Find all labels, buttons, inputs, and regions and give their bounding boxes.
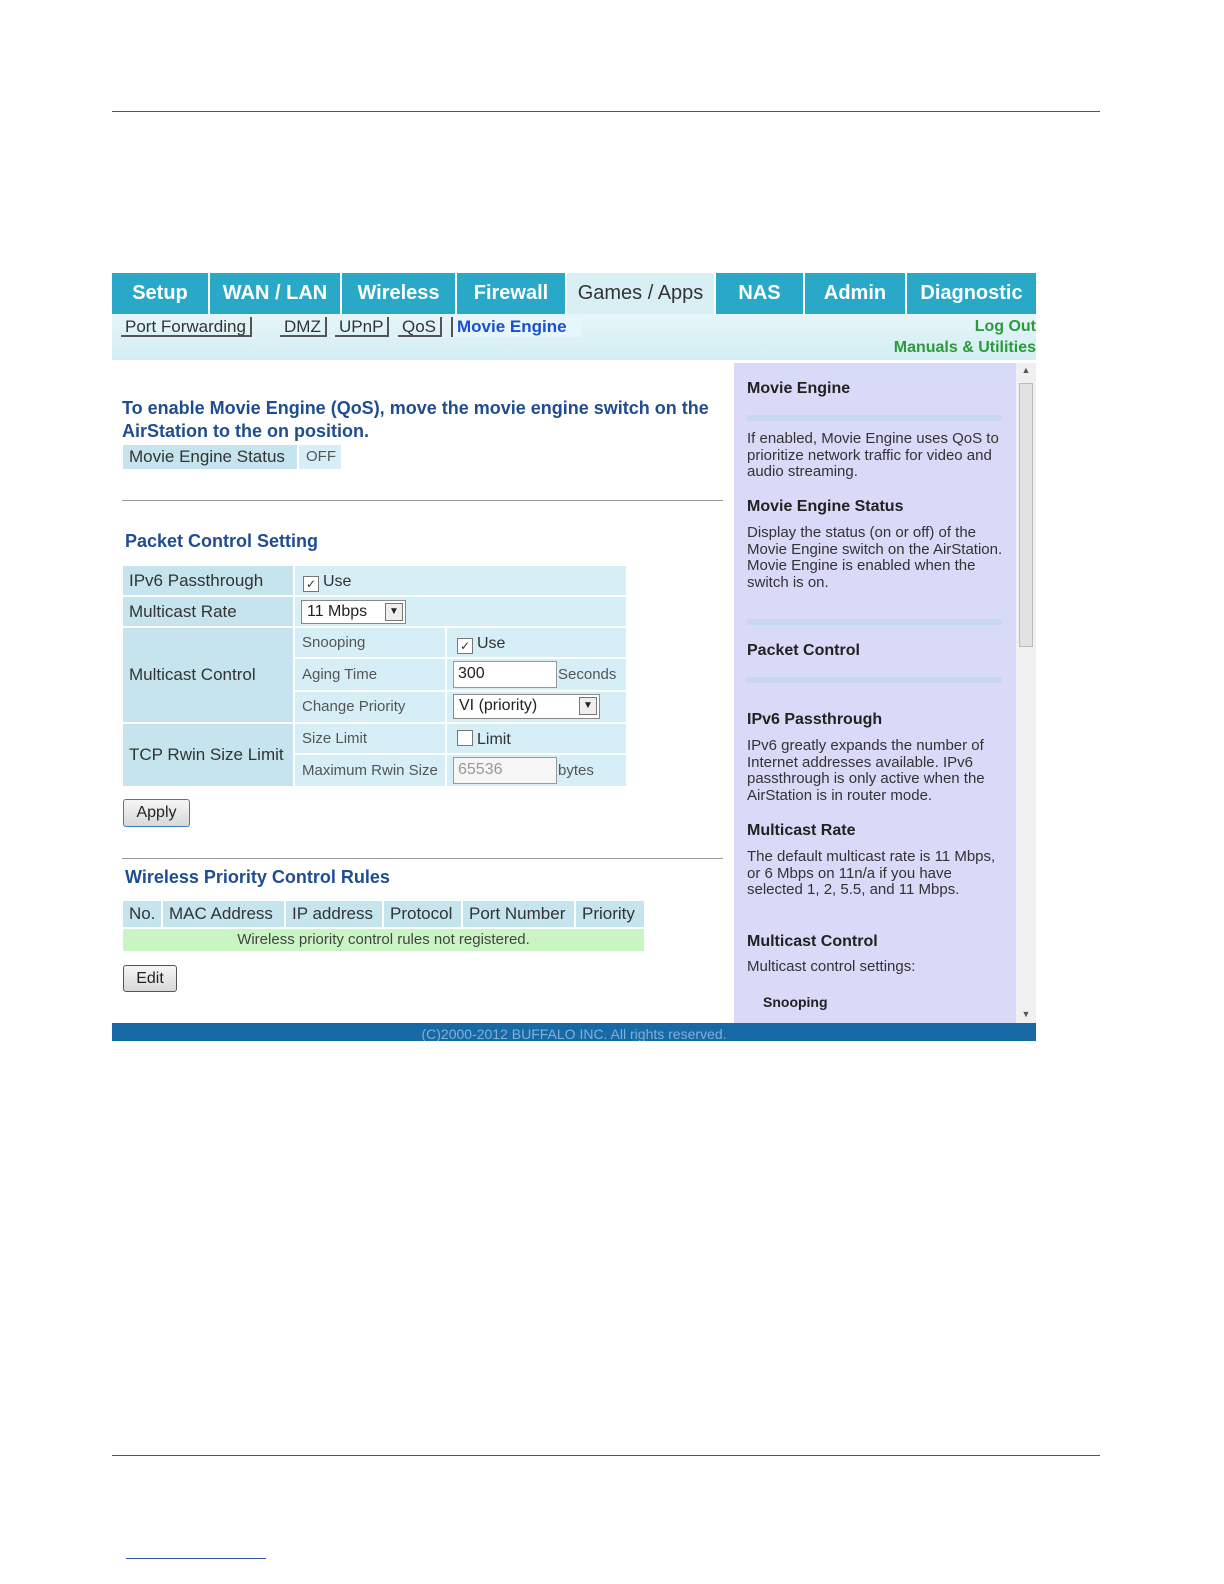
change-priority-label: Change Priority (295, 692, 445, 722)
chevron-down-icon: ▼ (579, 697, 597, 715)
help-rate-title: Multicast Rate (747, 822, 856, 839)
intro-text: To enable Movie Engine (QoS), move the movie engine switch on the AirStation to the on position. (122, 398, 709, 441)
multicast-rate-label: Multicast Rate (123, 597, 293, 626)
movie-engine-status-value: OFF (299, 445, 341, 469)
tab-games-apps[interactable]: Games / Apps (567, 273, 716, 314)
scrollbar-thumb[interactable] (1019, 383, 1033, 647)
snooping-label: Snooping (295, 628, 445, 657)
help-packet-control-title: Packet Control (747, 642, 860, 659)
tab-admin[interactable]: Admin (805, 273, 907, 314)
size-limit-label: Size Limit (295, 724, 445, 753)
tab-wireless[interactable]: Wireless (342, 273, 457, 314)
help-divider (747, 677, 1002, 683)
rules-col-protocol: Protocol (384, 901, 461, 927)
max-rwin-unit: bytes (558, 762, 594, 779)
movie-engine-status-label: Movie Engine Status (123, 445, 297, 469)
help-multicast-control-text: Multicast control settings: (747, 958, 916, 975)
router-ui-screenshot (112, 271, 1036, 1041)
scroll-up-icon[interactable]: ▲ (1021, 365, 1031, 375)
tab-wan-lan[interactable]: WAN / LAN (210, 273, 342, 314)
divider (122, 858, 723, 859)
copyright-footer: (C)2000-2012 BUFFALO INC. All rights reserved. (112, 1023, 1036, 1041)
page-top-rule (112, 111, 1100, 112)
subtab-port-forwarding[interactable]: Port Forwarding (121, 317, 252, 337)
rules-col-no: No. (123, 901, 161, 927)
max-rwin-label: Maximum Rwin Size (295, 755, 445, 786)
snooping-check-label: Use (477, 635, 506, 652)
page-bottom-rule (112, 1455, 1100, 1456)
help-ipv6-text: IPv6 greatly expands the number of Internet addresses available. IPv6 passthrough is only active when the AirStation is in router mode. (747, 737, 985, 804)
tab-nas[interactable]: NAS (716, 273, 805, 314)
edit-button[interactable]: Edit (123, 965, 177, 992)
max-rwin-input[interactable]: 65536 (453, 757, 557, 784)
help-ipv6-title: IPv6 Passthrough (747, 711, 883, 728)
help-rate-text: The default multicast rate is 11 Mbps, or 6 Mbps on 11n/a if you have selected 1, 2, 5.5, and 11 Mbps. (747, 848, 996, 898)
ipv6-label: IPv6 Passthrough (123, 566, 293, 595)
rules-title: Wireless Priority Control Rules (125, 867, 390, 887)
subtab-qos[interactable]: QoS (398, 317, 442, 337)
rules-empty-row: Wireless priority control rules not registered. (123, 929, 644, 951)
multicast-rate-value: 11 Mbps (307, 603, 368, 620)
help-multicast-control-title: Multicast Control (747, 933, 878, 950)
ipv6-checkbox[interactable]: ✓ (303, 576, 319, 592)
ipv6-value-cell (295, 566, 626, 595)
size-limit-check-label: Limit (477, 731, 511, 748)
help-divider (747, 619, 1002, 625)
snooping-checkbox[interactable]: ✓ (457, 638, 473, 654)
sub-navigation (112, 314, 1036, 360)
aging-time-input[interactable]: 300 (453, 661, 557, 688)
help-divider (747, 415, 1002, 421)
rules-col-port: Port Number (463, 901, 574, 927)
help-panel (734, 363, 1016, 1023)
size-limit-checkbox[interactable] (457, 730, 473, 746)
subtab-dmz[interactable]: DMZ (280, 317, 327, 337)
packet-control-title: Packet Control Setting (125, 531, 319, 551)
tcp-rwin-label: TCP Rwin Size Limit (123, 724, 293, 786)
help-status-text: Display the status (on or off) of the Movie Engine switch on the AirStation. Movie Engine is enabled when the switch is on. (747, 524, 1003, 591)
tab-setup[interactable]: Setup (112, 273, 210, 314)
rules-col-priority: Priority (576, 901, 644, 927)
tab-diagnostic[interactable]: Diagnostic (907, 273, 1036, 314)
rules-col-ip: IP address (286, 901, 382, 927)
change-priority-value: VI (priority) (459, 697, 538, 714)
help-status-title: Movie Engine Status (747, 498, 904, 515)
snooping-value-cell (447, 628, 626, 657)
logout-link[interactable]: Log Out (974, 318, 1036, 335)
main-tabs (112, 271, 1036, 314)
footnote-rule (126, 1558, 266, 1559)
help-movie-engine-text: If enabled, Movie Engine uses QoS to prioritize network traffic for video and audio streaming. (747, 430, 999, 480)
rules-col-mac: MAC Address (163, 901, 284, 927)
scroll-down-icon[interactable]: ▼ (1021, 1009, 1031, 1019)
ipv6-check-label: Use (323, 573, 352, 590)
subtab-upnp[interactable]: UPnP (335, 317, 389, 337)
tab-firewall[interactable]: Firewall (457, 273, 567, 314)
size-limit-cell (447, 724, 626, 753)
manuals-link[interactable]: Manuals & Utilities (893, 339, 1036, 356)
help-movie-engine-title: Movie Engine (747, 380, 851, 397)
aging-time-label: Aging Time (295, 659, 445, 690)
aging-time-unit: Seconds (558, 666, 617, 683)
apply-button[interactable]: Apply (123, 799, 190, 827)
help-snooping-title: Snooping (763, 994, 828, 1010)
multicast-control-label: Multicast Control (123, 628, 293, 722)
multicast-rate-select[interactable] (301, 600, 406, 624)
subtab-movie-engine[interactable]: Movie Engine (451, 317, 581, 337)
divider (122, 500, 723, 501)
help-scrollbar[interactable] (1016, 363, 1036, 1023)
chevron-down-icon: ▼ (385, 603, 403, 621)
change-priority-select[interactable] (453, 694, 600, 719)
